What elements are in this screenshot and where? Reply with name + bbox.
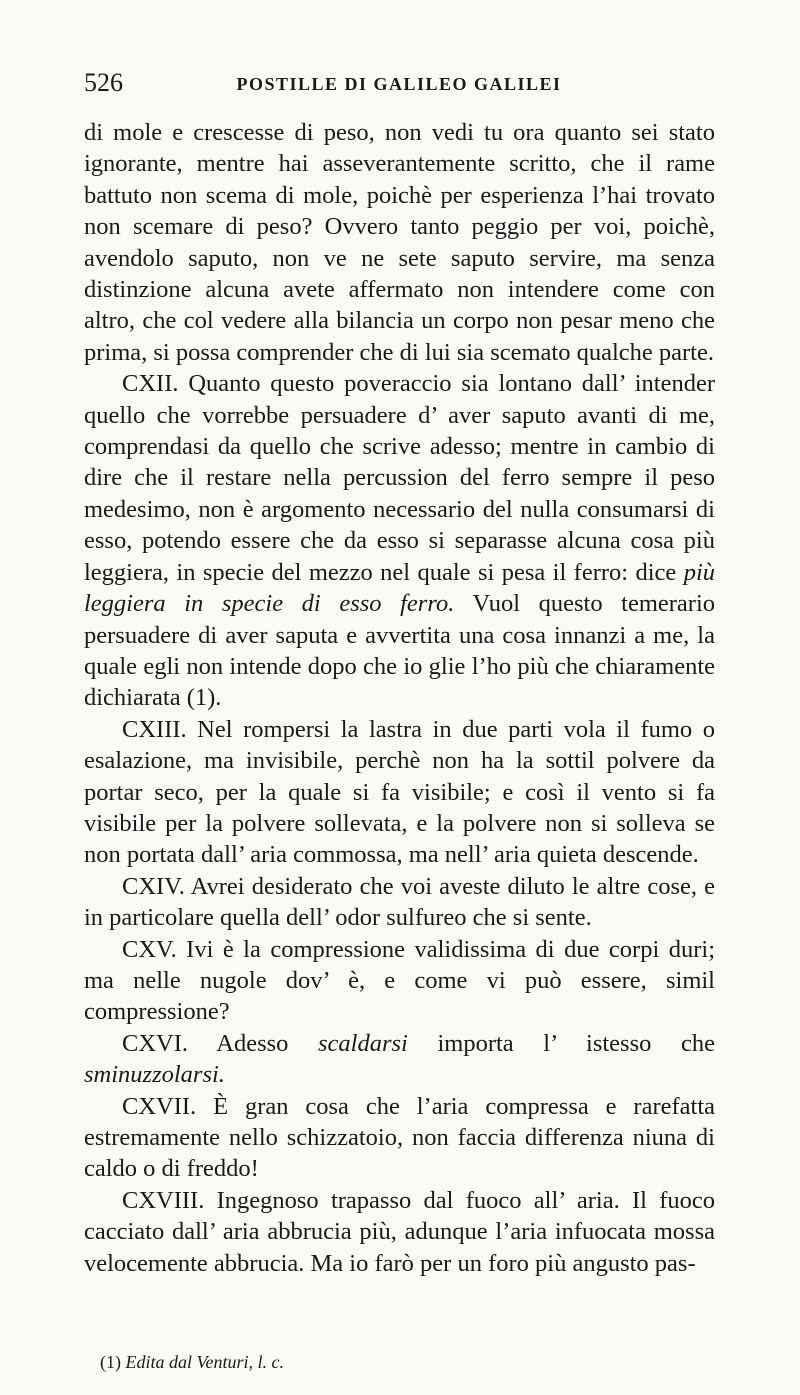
italic-term: scaldarsi: [318, 1029, 408, 1057]
paragraph-cxiii: CXIII. Nel rompersi la lastra in due parti vola il fumo o esalazione, ma invisibile, perchè non ha la sottil polvere da portar seco, per la quale si fa visibile; e così il vento si fa visibile per la polvere sollevata, e la polvere non si solleva se non portata dall’ aria commossa, ma nell’ aria quieta descende.: [84, 715, 715, 869]
paragraph-cxviii: CXVIII. Ingegnoso trapasso dal fuoco all’ aria. Il fuoco cacciato dall’ aria abbrucia più, adunque l’aria infuocata mossa velocemente abbrucia. Ma io farò per un foro più angusto pas-: [84, 1186, 715, 1277]
italic-quote: più leggiera in specie di esso ferro.: [84, 558, 715, 618]
italic-term: sminuzzolarsi.: [84, 1061, 225, 1089]
footnote: [100, 1352, 284, 1373]
footnote-text: Edita dal Venturi, l. c.: [125, 1352, 284, 1372]
paragraph-text: CXVI. Adesso: [122, 1029, 289, 1057]
paragraph-text: importa l’ istesso che: [437, 1029, 715, 1057]
footnote-marker: (1): [100, 1352, 121, 1372]
paragraph-cxvi: [84, 1028, 715, 1091]
body-text: [84, 117, 715, 1279]
paragraph-cxiv: CXIV. Avrei desiderato che voi aveste diluto le altre cose, e in particolare quella dell’ odor sulfureo che si sente.: [84, 872, 715, 932]
paragraph-text: Vuol questo temerario persuadere di aver saputa e avvertita una cosa innanzi a me, la quale egli non intende dopo che io glie l’ho più che chiaramente dichiarata (1).: [84, 590, 716, 712]
paragraph-cxv: CXV. Ivi è la compressione validissima di due corpi duri; ma nelle nugole dov’ è, e come vi può essere, simil compressione?: [84, 935, 715, 1026]
page-header: [84, 68, 714, 108]
page-number: 526: [84, 68, 123, 97]
running-title: POSTILLE DI GALILEO GALILEI: [236, 74, 562, 94]
paragraph-cxii: [84, 368, 715, 713]
paragraph-text: CXII. Quanto questo poveraccio sia lontano dall’ intender quello che vorrebbe persuadere d’ aver saputo avanti di me, comprendasi da quello che scrive adesso; mentre in cambio di dire che il restare nella percussion del ferro sempre il peso medesimo, non è argomento necessario del nulla consumarsi di esso, potendo essere che da esso si separasse alcuna cosa più leggiera, in specie del mezzo nel quale si pesa il ferro: dice: [84, 370, 715, 586]
paragraph: di mole e crescesse di peso, non vedi tu ora quanto sei stato ignorante, mentre hai asseverantemente scritto, che il rame battuto non scema di mole, poichè per esperienza l’hai trovato non scemare di peso? Ovvero tanto peggio per voi, poichè, avendolo saputo, non ve ne sete saputo servire, ma senza distinzione alcuna avete affermato non intendere come con altro, che col vedere alla bilancia un corpo non pesar meno che prima, si possa comprender che di lui sia scemato qualche parte.: [84, 119, 715, 366]
paragraph-cxvii: CXVII. È gran cosa che l’aria compressa e rarefatta estremamente nello schizzatoio, non faccia differenza niuna di caldo o di freddo!: [84, 1092, 715, 1183]
